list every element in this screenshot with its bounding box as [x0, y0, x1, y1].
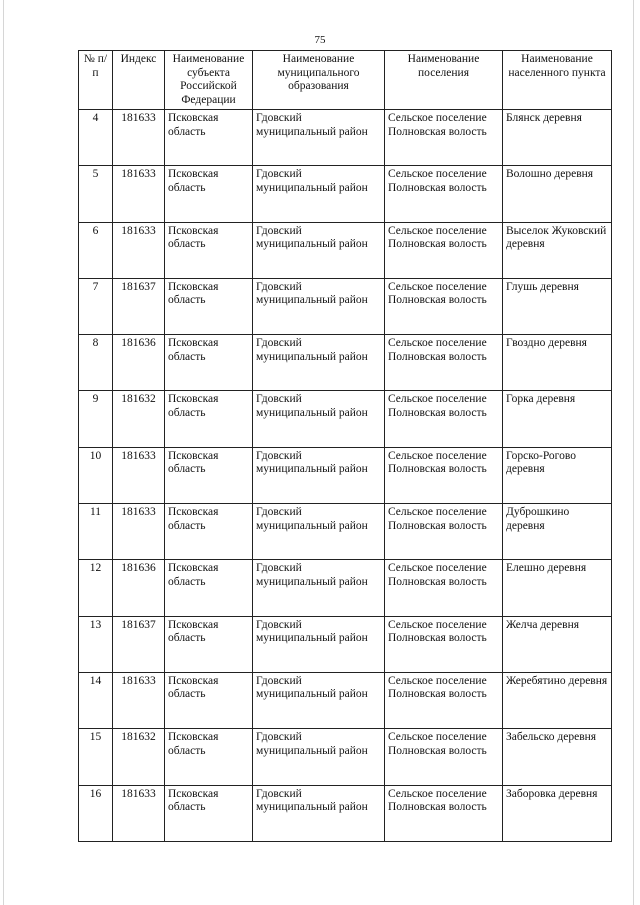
- settlement-cell: Сельское поселение Полновская волость: [385, 447, 503, 503]
- postal-index-cell: 181637: [113, 616, 165, 672]
- header-settlement: Наименование поселения: [385, 51, 503, 110]
- table-row: [79, 335, 612, 391]
- locality-cell: Горско-Рогово деревня: [503, 447, 612, 503]
- postal-index-cell: 181637: [113, 278, 165, 334]
- postal-index-cell: 181633: [113, 222, 165, 278]
- row-number-cell: 8: [79, 335, 113, 391]
- row-number-cell: 16: [79, 785, 113, 841]
- federal-subject-cell: Псковская область: [165, 560, 253, 616]
- row-number-cell: 9: [79, 391, 113, 447]
- municipality-cell: Гдовский муниципальный район: [253, 785, 385, 841]
- postal-index-cell: 181633: [113, 504, 165, 560]
- federal-subject-cell: Псковская область: [165, 222, 253, 278]
- row-number-cell: 6: [79, 222, 113, 278]
- federal-subject-cell: Псковская область: [165, 672, 253, 728]
- header-subject: Наименование субъекта Российской Федерации: [165, 51, 253, 110]
- postal-index-cell: 181632: [113, 391, 165, 447]
- locality-cell: Забельско деревня: [503, 729, 612, 785]
- row-number-cell: 4: [79, 110, 113, 166]
- table-row: [79, 729, 612, 785]
- municipality-cell: Гдовский муниципальный район: [253, 278, 385, 334]
- municipality-cell: Гдовский муниципальный район: [253, 729, 385, 785]
- municipality-cell: Гдовский муниципальный район: [253, 504, 385, 560]
- header-num: № п/п: [79, 51, 113, 110]
- locality-cell: Гвоздно деревня: [503, 335, 612, 391]
- row-number-cell: 11: [79, 504, 113, 560]
- settlements-table: [78, 50, 612, 842]
- postal-index-cell: 181636: [113, 560, 165, 616]
- header-municipality: Наименование муниципального образования: [253, 51, 385, 110]
- locality-cell: Горка деревня: [503, 391, 612, 447]
- table-row: [79, 616, 612, 672]
- municipality-cell: Гдовский муниципальный район: [253, 672, 385, 728]
- table-row: [79, 391, 612, 447]
- row-number-cell: 14: [79, 672, 113, 728]
- table-body: [79, 110, 612, 842]
- postal-index-cell: 181633: [113, 447, 165, 503]
- row-number-cell: 10: [79, 447, 113, 503]
- table-header: [79, 51, 612, 110]
- table-row: [79, 560, 612, 616]
- municipality-cell: Гдовский муниципальный район: [253, 110, 385, 166]
- row-number-cell: 5: [79, 166, 113, 222]
- settlement-cell: Сельское поселение Полновская волость: [385, 278, 503, 334]
- locality-cell: Дуброшкино деревня: [503, 504, 612, 560]
- federal-subject-cell: Псковская область: [165, 729, 253, 785]
- postal-index-cell: 181633: [113, 785, 165, 841]
- municipality-cell: Гдовский муниципальный район: [253, 391, 385, 447]
- municipality-cell: Гдовский муниципальный район: [253, 222, 385, 278]
- municipality-cell: Гдовский муниципальный район: [253, 616, 385, 672]
- federal-subject-cell: Псковская область: [165, 447, 253, 503]
- settlement-cell: Сельское поселение Полновская волость: [385, 560, 503, 616]
- postal-index-cell: 181632: [113, 729, 165, 785]
- locality-cell: Желча деревня: [503, 616, 612, 672]
- locality-cell: Блянск деревня: [503, 110, 612, 166]
- federal-subject-cell: Псковская область: [165, 391, 253, 447]
- table-row: [79, 110, 612, 166]
- postal-index-cell: 181633: [113, 672, 165, 728]
- settlement-cell: Сельское поселение Полновская волость: [385, 785, 503, 841]
- table-row: [79, 222, 612, 278]
- scan-edge-right: [633, 0, 634, 905]
- municipality-cell: Гдовский муниципальный район: [253, 166, 385, 222]
- municipality-cell: Гдовский муниципальный район: [253, 335, 385, 391]
- settlement-cell: Сельское поселение Полновская волость: [385, 391, 503, 447]
- settlement-cell: Сельское поселение Полновская волость: [385, 110, 503, 166]
- federal-subject-cell: Псковская область: [165, 110, 253, 166]
- locality-cell: Жеребятино деревня: [503, 672, 612, 728]
- table-row: [79, 785, 612, 841]
- table-row: [79, 447, 612, 503]
- page-number: 75: [314, 34, 326, 46]
- postal-index-cell: 181633: [113, 166, 165, 222]
- header-row: [79, 51, 612, 110]
- settlement-cell: Сельское поселение Полновская волость: [385, 335, 503, 391]
- federal-subject-cell: Псковская область: [165, 504, 253, 560]
- federal-subject-cell: Псковская область: [165, 785, 253, 841]
- locality-cell: Елешно деревня: [503, 560, 612, 616]
- settlement-cell: Сельское поселение Полновская волость: [385, 504, 503, 560]
- table-row: [79, 672, 612, 728]
- header-index: Индекс: [113, 51, 165, 110]
- locality-cell: Заборовка деревня: [503, 785, 612, 841]
- federal-subject-cell: Псковская область: [165, 335, 253, 391]
- settlement-cell: Сельское поселение Полновская волость: [385, 729, 503, 785]
- federal-subject-cell: Псковская область: [165, 616, 253, 672]
- row-number-cell: 13: [79, 616, 113, 672]
- header-place: Наименование населенного пункта: [503, 51, 612, 110]
- locality-cell: Волошно деревня: [503, 166, 612, 222]
- municipality-cell: Гдовский муниципальный район: [253, 447, 385, 503]
- settlement-cell: Сельское поселение Полновская волость: [385, 616, 503, 672]
- federal-subject-cell: Псковская область: [165, 166, 253, 222]
- table-row: [79, 504, 612, 560]
- municipality-cell: Гдовский муниципальный район: [253, 560, 385, 616]
- settlement-cell: Сельское поселение Полновская волость: [385, 222, 503, 278]
- locality-cell: Глушь деревня: [503, 278, 612, 334]
- row-number-cell: 7: [79, 278, 113, 334]
- table-row: [79, 166, 612, 222]
- locality-cell: Выселок Жуковский деревня: [503, 222, 612, 278]
- postal-index-cell: 181633: [113, 110, 165, 166]
- table-row: [79, 278, 612, 334]
- scan-edge-left: [3, 0, 4, 905]
- row-number-cell: 15: [79, 729, 113, 785]
- settlement-cell: Сельское поселение Полновская волость: [385, 672, 503, 728]
- row-number-cell: 12: [79, 560, 113, 616]
- postal-index-cell: 181636: [113, 335, 165, 391]
- settlement-cell: Сельское поселение Полновская волость: [385, 166, 503, 222]
- federal-subject-cell: Псковская область: [165, 278, 253, 334]
